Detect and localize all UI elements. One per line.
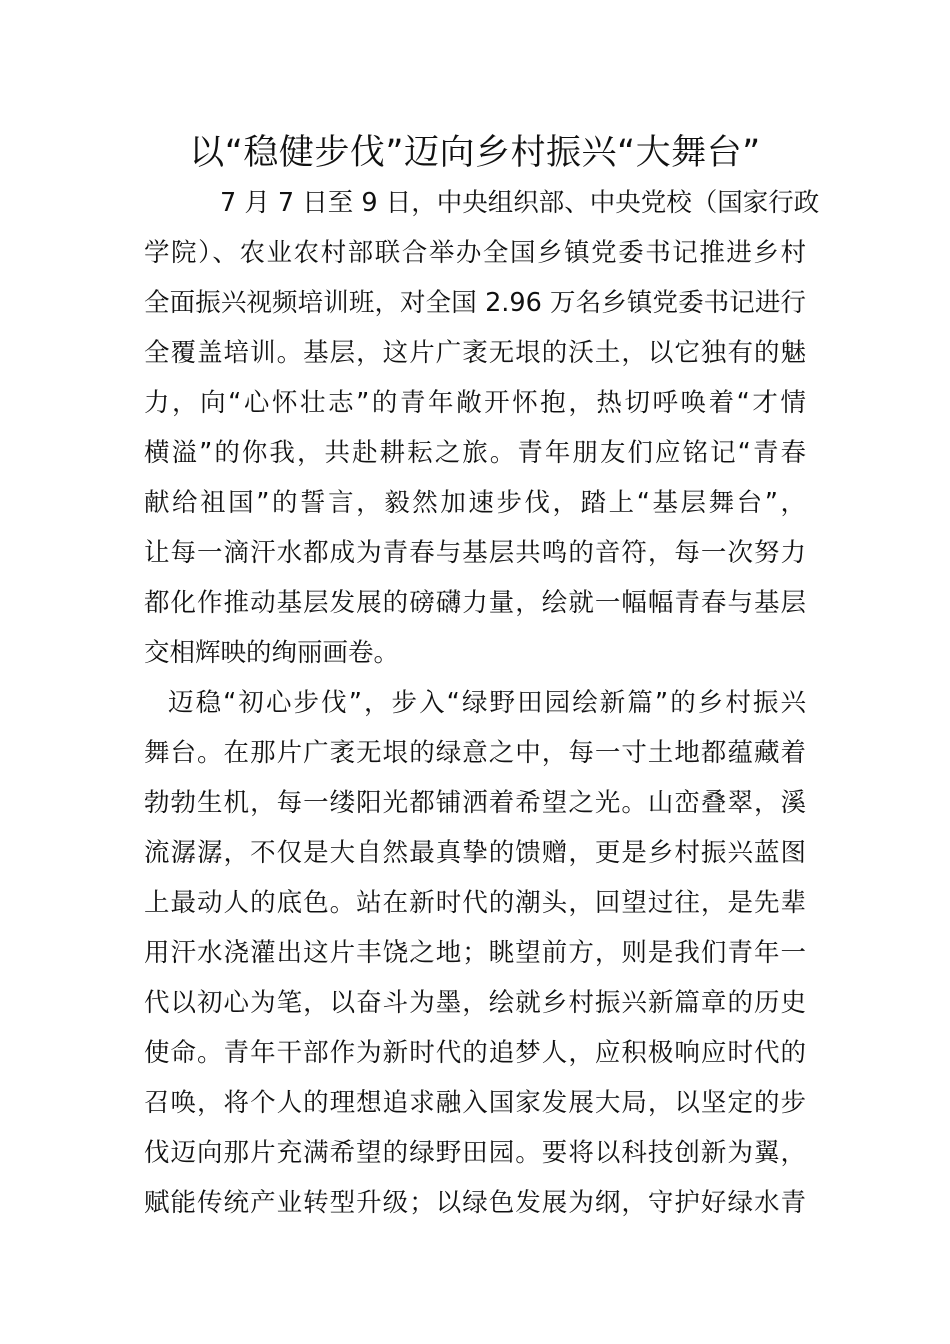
text-line: 7 月 7 日至 9 日，中央组织部、中央党校（国家行政 [220,188,820,218]
text-line: 都化作推动基层发展的磅礴力量，绘就一幅幅青春与基层 [144,588,806,618]
text-line: 交相辉映的绚丽画卷。 [144,638,400,668]
text-line: 力，向“心怀壮志”的青年敞开怀抱，热切呼唤着“才情 [144,388,806,418]
text-line: 横溢”的你我，共赴耕耘之旅。青年朋友们应铭记“青春 [144,438,806,468]
text-line: 代以初心为笔，以奋斗为墨，绘就乡村振兴新篇章的历史 [144,988,806,1018]
text-line: 舞台。在那片广袤无垠的绿意之中，每一寸土地都蕴藏着 [144,738,806,768]
document-body [144,178,820,1228]
text-line: 迈稳“初心步伐”，步入“绿野田园绘新篇”的乡村振兴 [168,688,806,718]
text-line: 召唤，将个人的理想追求融入国家发展大局，以坚定的步 [144,1088,806,1118]
text-line: 使命。青年干部作为新时代的追梦人，应积极响应时代的 [144,1038,806,1068]
paragraph-2 [144,678,806,1228]
text-line: 用汗水浇灌出这片丰饶之地；眺望前方，则是我们青年一 [144,938,806,968]
text-line: 献给祖国”的誓言，毅然加速步伐，踏上“基层舞台”， [144,488,806,518]
paragraph-1 [144,178,820,678]
text-line: 上最动人的底色。站在新时代的潮头，回望过往，是先辈 [144,888,806,918]
text-line: 流潺潺，不仅是大自然最真挚的馈赠，更是乡村振兴蓝图 [144,838,806,868]
text-line: 让每一滴汗水都成为青春与基层共鸣的音符，每一次努力 [144,538,806,568]
document-title: 以“稳健步伐”迈向乡村振兴“大舞台” [189,133,761,173]
text-line: 学院）、农业农村部联合举办全国乡镇党委书记推进乡村 [144,238,806,268]
text-line: 勃勃生机，每一缕阳光都铺洒着希望之光。山峦叠翠，溪 [144,788,806,818]
text-line: 全覆盖培训。基层，这片广袤无垠的沃土，以它独有的魅 [144,338,806,368]
text-line: 全面振兴视频培训班，对全国 2.96 万名乡镇党委书记进行 [144,288,806,318]
text-line: 赋能传统产业转型升级；以绿色发展为纲，守护好绿水青 [144,1188,806,1218]
text-line: 伐迈向那片充满希望的绿野田园。要将以科技创新为翼， [144,1138,806,1168]
